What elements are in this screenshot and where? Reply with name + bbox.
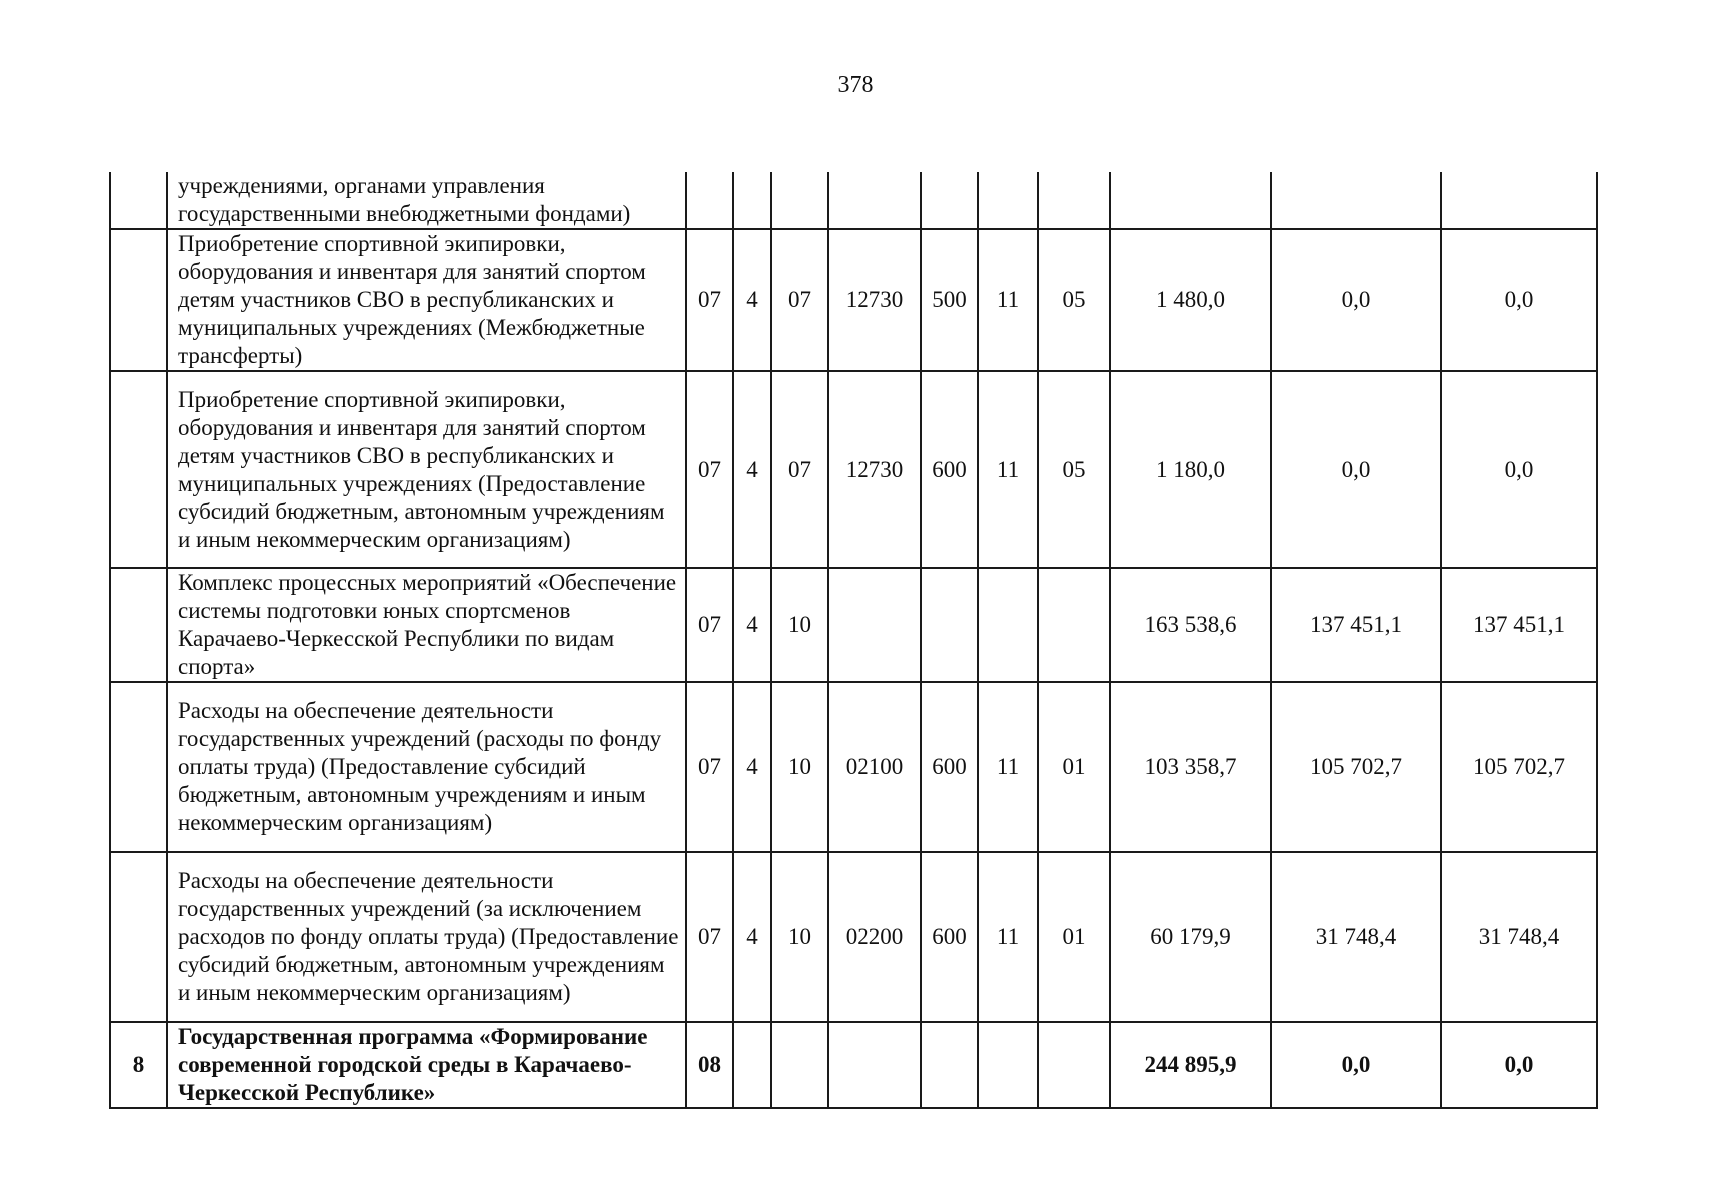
- row-index: [110, 852, 167, 1022]
- table-row: [110, 852, 1597, 1022]
- code-section: [978, 1022, 1038, 1108]
- amount-year-1: 1 480,0: [1110, 229, 1271, 371]
- code-expense-type: 500: [921, 229, 978, 371]
- row-index: [110, 568, 167, 682]
- code-subprogram: 10: [771, 852, 828, 1022]
- amount-year-3: 0,0: [1441, 1022, 1597, 1108]
- code-expense-type: 600: [921, 852, 978, 1022]
- code-ministry: 07: [686, 682, 733, 852]
- code-direction: [828, 172, 921, 229]
- page-number: 378: [837, 72, 874, 98]
- code-type: 4: [733, 371, 771, 568]
- code-subsection: 01: [1038, 852, 1110, 1022]
- row-description: Приобретение спортивной экипировки, оборудования и инвентаря для занятий спортом детям участников СВО в республиканских и муниципальных учреждениях (Предоставление субсидий бюджетным, автономным учреждениям и иным некоммерческим организациям): [167, 371, 686, 568]
- table-row: [110, 229, 1597, 371]
- code-direction: 12730: [828, 229, 921, 371]
- code-direction: 12730: [828, 371, 921, 568]
- amount-year-3: [1441, 172, 1597, 229]
- row-index: 8: [110, 1022, 167, 1108]
- code-subsection: 01: [1038, 682, 1110, 852]
- amount-year-3: 31 748,4: [1441, 852, 1597, 1022]
- table-row: [110, 682, 1597, 852]
- amount-year-2: 0,0: [1271, 1022, 1441, 1108]
- code-direction: 02100: [828, 682, 921, 852]
- amount-year-3: 0,0: [1441, 229, 1597, 371]
- row-description: Комплекс процессных мероприятий «Обеспечение системы подготовки юных спортсменов Карачаево-Черкесской Республики по видам спорта»: [167, 568, 686, 682]
- code-type: 4: [733, 568, 771, 682]
- code-type: [733, 172, 771, 229]
- code-expense-type: [921, 568, 978, 682]
- code-ministry: 07: [686, 229, 733, 371]
- code-ministry: 07: [686, 852, 733, 1022]
- code-subprogram: [771, 172, 828, 229]
- table-row: [110, 371, 1597, 568]
- code-section: 11: [978, 852, 1038, 1022]
- amount-year-1: 60 179,9: [1110, 852, 1271, 1022]
- amount-year-2: 0,0: [1271, 229, 1441, 371]
- amount-year-2: 137 451,1: [1271, 568, 1441, 682]
- row-description: Расходы на обеспечение деятельности государственных учреждений (расходы по фонду оплаты труда) (Предоставление субсидий бюджетным, автономным учреждениям и иным некоммерческим организациям): [167, 682, 686, 852]
- code-type: 4: [733, 229, 771, 371]
- code-subprogram: 10: [771, 682, 828, 852]
- code-ministry: [686, 172, 733, 229]
- row-description: Государственная программа «Формирование современной городской среды в Карачаево-Черкесской Республике»: [167, 1022, 686, 1108]
- row-index: [110, 371, 167, 568]
- code-ministry: 08: [686, 1022, 733, 1108]
- code-subsection: 05: [1038, 371, 1110, 568]
- row-description: учреждениями, органами управления государственными внебюджетными фондами): [167, 172, 686, 229]
- code-direction: [828, 1022, 921, 1108]
- row-description: Приобретение спортивной экипировки, оборудования и инвентаря для занятий спортом детям участников СВО в республиканских и муниципальных учреждениях (Межбюджетные трансферты): [167, 229, 686, 371]
- code-subprogram: 07: [771, 371, 828, 568]
- code-type: 4: [733, 852, 771, 1022]
- amount-year-2: 0,0: [1271, 371, 1441, 568]
- code-section: 11: [978, 682, 1038, 852]
- table-row-program: [110, 1022, 1597, 1108]
- row-description: Расходы на обеспечение деятельности государственных учреждений (за исключением расходов по фонду оплаты труда) (Предоставление субсидий бюджетным, автономным учреждениям и иным некоммерческим организациям): [167, 852, 686, 1022]
- table-row: [110, 568, 1597, 682]
- code-ministry: 07: [686, 371, 733, 568]
- code-ministry: 07: [686, 568, 733, 682]
- code-section: [978, 172, 1038, 229]
- code-type: 4: [733, 682, 771, 852]
- code-expense-type: [921, 172, 978, 229]
- amount-year-2: 105 702,7: [1271, 682, 1441, 852]
- row-index: [110, 229, 167, 371]
- code-subprogram: [771, 1022, 828, 1108]
- row-index: [110, 682, 167, 852]
- amount-year-3: 105 702,7: [1441, 682, 1597, 852]
- code-type: [733, 1022, 771, 1108]
- code-expense-type: [921, 1022, 978, 1108]
- code-expense-type: 600: [921, 371, 978, 568]
- code-subsection: [1038, 1022, 1110, 1108]
- amount-year-3: 0,0: [1441, 371, 1597, 568]
- code-subsection: [1038, 568, 1110, 682]
- code-subprogram: 07: [771, 229, 828, 371]
- amount-year-1: [1110, 172, 1271, 229]
- code-section: 11: [978, 371, 1038, 568]
- code-expense-type: 600: [921, 682, 978, 852]
- code-direction: 02200: [828, 852, 921, 1022]
- amount-year-1: 244 895,9: [1110, 1022, 1271, 1108]
- code-subsection: 05: [1038, 229, 1110, 371]
- amount-year-2: [1271, 172, 1441, 229]
- amount-year-2: 31 748,4: [1271, 852, 1441, 1022]
- row-index: [110, 172, 167, 229]
- code-subprogram: 10: [771, 568, 828, 682]
- amount-year-1: 163 538,6: [1110, 568, 1271, 682]
- code-direction: [828, 568, 921, 682]
- amount-year-3: 137 451,1: [1441, 568, 1597, 682]
- table-row: [110, 172, 1597, 229]
- code-section: 11: [978, 229, 1038, 371]
- code-section: [978, 568, 1038, 682]
- code-subsection: [1038, 172, 1110, 229]
- budget-table: [109, 172, 1598, 1109]
- amount-year-1: 1 180,0: [1110, 371, 1271, 568]
- amount-year-1: 103 358,7: [1110, 682, 1271, 852]
